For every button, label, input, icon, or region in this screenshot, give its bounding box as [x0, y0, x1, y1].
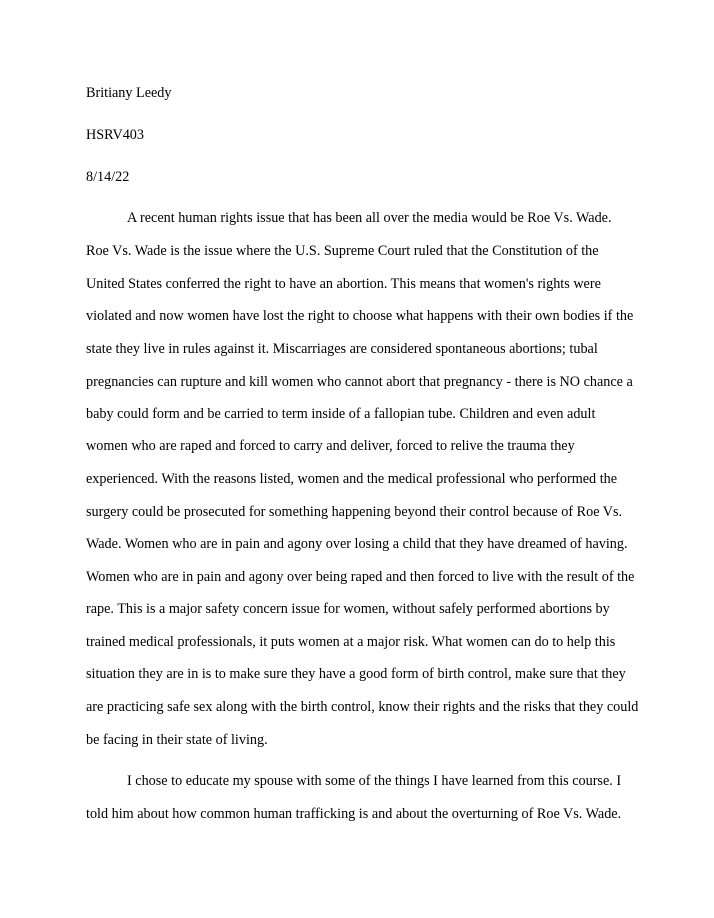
paragraph-line: Wade. Women who are in pain and agony over losing a child that they have dreamed of having. [86, 536, 628, 552]
paragraph-line: United States conferred the right to have an abortion. This means that women's rights were [86, 276, 601, 292]
paragraph-line: surgery could be prosecuted for something happening beyond their control because of Roe Vs. [86, 504, 623, 520]
paragraph-line: rape. This is a major safety concern issue for women, without safely performed abortions by [86, 601, 610, 617]
course-code: HSRV403 [86, 127, 144, 143]
paragraph-line: A recent human rights issue that has been all over the media would be Roe Vs. Wade. [127, 210, 612, 226]
paragraph-line: baby could form and be carried to term inside of a fallopian tube. Children and even adult [86, 406, 596, 422]
paragraph-line: told him about how common human trafficking is and about the overturning of Roe Vs. Wade. [86, 806, 622, 822]
document-date: 8/14/22 [86, 169, 130, 185]
paragraph-line: situation they are in is to make sure they have a good form of birth control, make sure that they [86, 666, 626, 682]
paragraph-line: Roe Vs. Wade is the issue where the U.S. Supreme Court ruled that the Constitution of the [86, 243, 599, 259]
paragraph-line: state they live in rules against it. Miscarriages are considered spontaneous abortions; tubal [86, 341, 598, 357]
paragraph-line: be facing in their state of living. [86, 732, 268, 748]
paragraph-line: I chose to educate my spouse with some of the things I have learned from this course. I [127, 773, 622, 789]
author-name: Britiany Leedy [86, 85, 172, 101]
paragraph-line: experienced. With the reasons listed, women and the medical professional who performed the [86, 471, 618, 487]
paragraph-line: Women who are in pain and agony over being raped and then forced to live with the result of the [86, 569, 635, 585]
paragraph-line: violated and now women have lost the right to choose what happens with their own bodies if the [86, 308, 634, 324]
paragraph-line: pregnancies can rupture and kill women who cannot abort that pregnancy - there is NO chance a [86, 374, 633, 390]
paragraph-line: are practicing safe sex along with the birth control, know their rights and the risks that they could [86, 699, 639, 715]
paragraph-line: women who are raped and forced to carry and deliver, forced to relive the trauma they [86, 438, 575, 454]
paragraph-line: trained medical professionals, it puts women at a major risk. What women can do to help this [86, 634, 616, 650]
